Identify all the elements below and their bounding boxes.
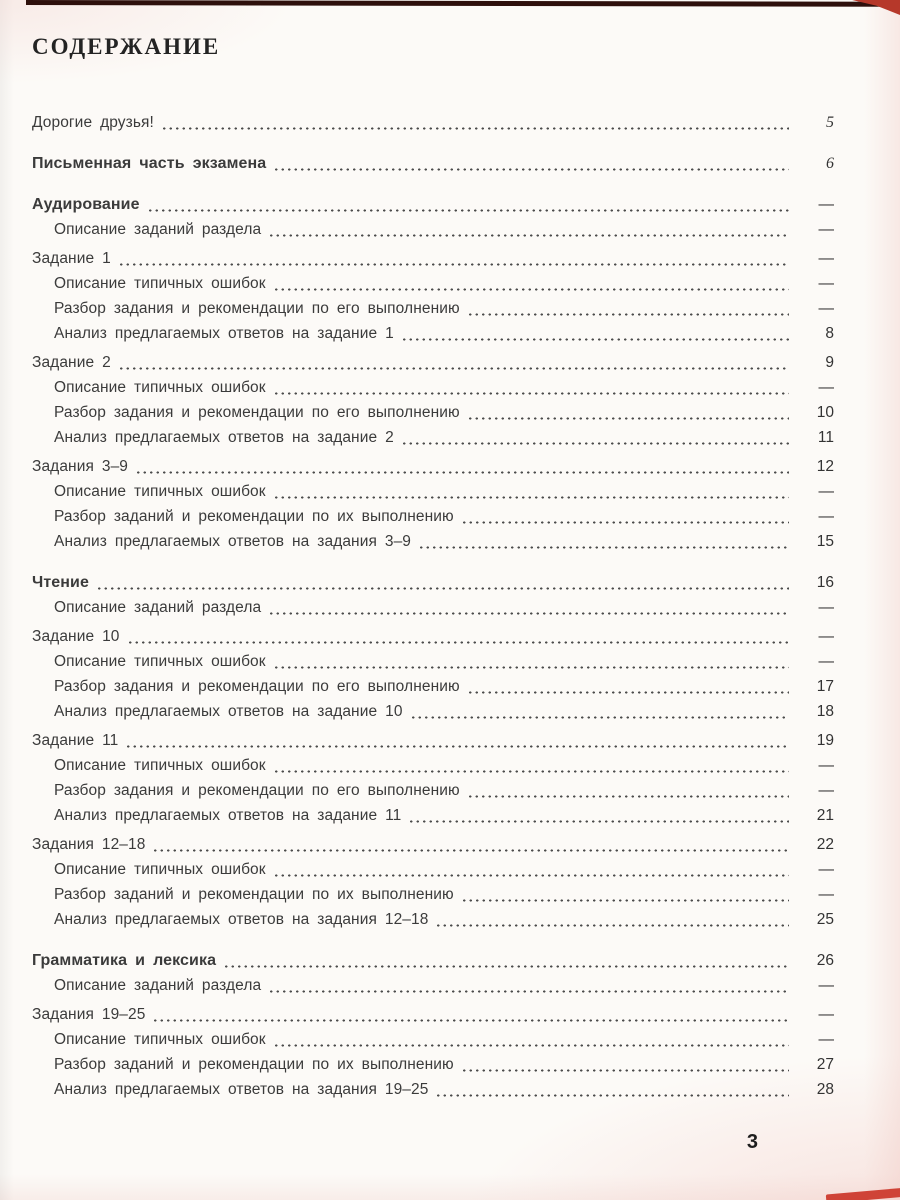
toc-leader-dots [460, 296, 798, 321]
toc-entry-label: Анализ предлагаемых ответов на задание 10 [54, 703, 403, 720]
scan-top-edge [26, 0, 900, 7]
toc-entry [32, 624, 834, 649]
toc-leader-dots [266, 151, 798, 176]
toc-leader-dots [460, 400, 798, 425]
toc-leader-dots [266, 479, 798, 504]
toc-entry-label: Описание заданий раздела [54, 977, 262, 994]
toc-entry-page: — [818, 196, 834, 213]
toc-entry-label: Описание заданий раздела [54, 599, 262, 616]
toc-entry [32, 271, 834, 296]
toc-entry [32, 728, 834, 753]
toc-entry [32, 882, 834, 907]
toc-entry [32, 973, 834, 998]
toc-entry-page: 10 [816, 404, 834, 421]
toc-leader-dots [454, 882, 798, 907]
toc-entry-label: Анализ предлагаемых ответов на задание 11 [54, 807, 402, 824]
toc-leader-dots [145, 1002, 798, 1027]
toc-entry-label: Задания 19–25 [32, 1006, 146, 1023]
toc-entry-page: 12 [816, 458, 834, 475]
toc-entry-page: 19 [816, 732, 834, 749]
toc-entry [32, 296, 834, 321]
page-number: 3 [746, 1131, 758, 1153]
toc-entry-label: Описание типичных ошибок [54, 275, 266, 292]
toc-entry [32, 857, 834, 882]
toc-entry-label: Разбор заданий и рекомендации по их выполнению [54, 1056, 454, 1073]
toc-entry-page: — [818, 861, 834, 878]
toc-entry-page: 22 [816, 836, 834, 853]
toc-entry-label: Анализ предлагаемых ответов на задания 12–18 [54, 911, 429, 928]
toc-entry-page: 27 [816, 1056, 834, 1073]
toc-entry [32, 350, 834, 375]
toc-leader-dots [403, 699, 798, 724]
page-title: СОДЕРЖАНИЕ [32, 34, 221, 59]
toc-entry [32, 803, 834, 828]
toc-entry-page: — [818, 250, 834, 267]
toc-entry [32, 504, 834, 529]
toc-entry-page: 16 [816, 574, 834, 591]
toc-entry-page: 26 [816, 952, 834, 969]
toc-entry-label: Задания 12–18 [32, 836, 146, 853]
toc-entry-label: Анализ предлагаемых ответов на задания 19–25 [54, 1081, 429, 1098]
toc-entry-label: Задание 10 [32, 628, 120, 645]
toc-entry [32, 832, 834, 857]
toc-entry-label: Анализ предлагаемых ответов на задание 2 [54, 429, 394, 446]
toc-entry [32, 246, 834, 271]
toc-entry-page: 25 [816, 911, 834, 928]
toc-entry-page: — [818, 1031, 834, 1048]
toc-entry-page: — [818, 221, 834, 238]
toc-entry-page: — [818, 782, 834, 799]
toc-entry-label: Описание типичных ошибок [54, 379, 266, 396]
toc-entry [32, 529, 834, 554]
toc-entry-page: 6 [826, 155, 834, 172]
toc-leader-dots [128, 454, 798, 479]
toc-entry-label: Разбор задания и рекомендации по его выполнению [54, 678, 460, 695]
toc-entry-label: Анализ предлагаемых ответов на задания 3–9 [54, 533, 412, 550]
toc-entry-page: 5 [826, 114, 834, 131]
toc-entry [32, 699, 834, 724]
toc-leader-dots [266, 271, 798, 296]
toc-entry-label: Описание заданий раздела [54, 221, 262, 238]
toc-leader-dots [266, 753, 798, 778]
toc-entry-page: — [818, 508, 834, 525]
toc-leader-dots [154, 110, 798, 135]
toc-leader-dots [454, 504, 798, 529]
toc-leader-dots [266, 857, 798, 882]
toc-entry [32, 425, 834, 450]
toc-leader-dots [266, 375, 798, 400]
toc-entry-page: 28 [816, 1081, 834, 1098]
toc-leader-dots [394, 425, 798, 450]
toc-entry-label: Разбор заданий и рекомендации по их выполнению [54, 508, 454, 525]
toc-entry-page: — [818, 886, 834, 903]
toc-entry [32, 1077, 834, 1102]
toc-entry-label: Задания 3–9 [32, 458, 129, 475]
toc-entry-label: Письменная часть экзамена [32, 155, 267, 172]
scan-bottom-mark [826, 1187, 900, 1200]
toc-entry-page: — [818, 483, 834, 500]
toc-leader-dots [140, 192, 798, 217]
toc-entry-page: — [818, 977, 834, 994]
toc-entry-page: — [818, 300, 834, 317]
toc-entry-page: 15 [816, 533, 834, 550]
toc-leader-dots [460, 674, 798, 699]
toc-leader-dots [394, 321, 798, 346]
toc-leader-dots [111, 246, 798, 271]
toc-entry-label: Разбор заданий и рекомендации по их выполнению [54, 886, 454, 903]
toc-entry-label: Разбор задания и рекомендации по его выполнению [54, 300, 460, 317]
toc-entry-label: Задание 2 [32, 354, 111, 371]
toc-entry [32, 1052, 834, 1077]
toc-leader-dots [401, 803, 798, 828]
toc-entry-page: — [818, 757, 834, 774]
toc-leader-dots [460, 778, 798, 803]
toc-entry-page: — [818, 653, 834, 670]
toc-entry-page: — [818, 1006, 834, 1023]
toc-entry [32, 479, 834, 504]
toc-entry [32, 1002, 834, 1027]
toc-entry-label: Разбор задания и рекомендации по его выполнению [54, 782, 460, 799]
toc-entry [32, 110, 834, 135]
toc-leader-dots [145, 832, 798, 857]
toc-leader-dots [111, 350, 798, 375]
toc-entry-page: 11 [817, 429, 834, 446]
toc-entry-page: 9 [825, 354, 834, 371]
toc-entry-label: Описание типичных ошибок [54, 653, 266, 670]
toc-entry [32, 753, 834, 778]
toc-entry [32, 400, 834, 425]
toc-leader-dots [261, 217, 798, 242]
toc-leader-dots [89, 570, 798, 595]
toc-leader-dots [266, 1027, 798, 1052]
toc-entry-label: Чтение [32, 574, 89, 591]
toc-entry [32, 217, 834, 242]
toc-entry [32, 1027, 834, 1052]
toc-entry [32, 151, 834, 176]
toc-leader-dots [411, 529, 798, 554]
toc-entry-page: 8 [825, 325, 834, 342]
toc-entry [32, 375, 834, 400]
toc-entry-label: Анализ предлагаемых ответов на задание 1 [54, 325, 394, 342]
toc-entry [32, 595, 834, 620]
toc-entry-page: 21 [816, 807, 834, 824]
toc-entry [32, 192, 834, 217]
toc-entry-label: Задание 1 [32, 250, 111, 267]
toc-leader-dots [266, 649, 798, 674]
toc-leader-dots [454, 1052, 798, 1077]
toc-leader-dots [261, 595, 798, 620]
toc-entry-label: Описание типичных ошибок [54, 861, 266, 878]
toc-entry [32, 649, 834, 674]
toc-entry-page: — [818, 275, 834, 292]
toc-entry-page: — [818, 379, 834, 396]
toc-entry-page: 18 [816, 703, 834, 720]
toc-entry [32, 948, 834, 973]
toc-entry-label: Дорогие друзья! [32, 114, 154, 131]
toc-entry-label: Описание типичных ошибок [54, 1031, 266, 1048]
toc-entry-label: Задание 11 [32, 732, 119, 749]
toc-entry [32, 454, 834, 479]
toc-leader-dots [261, 973, 798, 998]
toc-entry-page: — [818, 599, 834, 616]
toc-entry-label: Грамматика и лексика [32, 952, 217, 969]
toc-leader-dots [428, 1077, 798, 1102]
toc-entry [32, 570, 834, 595]
toc-entry [32, 674, 834, 699]
toc-entry-label: Аудирование [32, 196, 140, 213]
toc-entry [32, 778, 834, 803]
toc-entry-label: Описание типичных ошибок [54, 483, 266, 500]
toc-leader-dots [216, 948, 798, 973]
toc-leader-dots [118, 728, 798, 753]
toc-entry-label: Описание типичных ошибок [54, 757, 266, 774]
toc-entry-page: 17 [816, 678, 834, 695]
toc-entry-page: — [818, 628, 834, 645]
toc-list [32, 110, 834, 1102]
toc-entry [32, 321, 834, 346]
toc-entry [32, 907, 834, 932]
toc-leader-dots [120, 624, 798, 649]
toc-leader-dots [428, 907, 798, 932]
toc-entry-label: Разбор задания и рекомендации по его выполнению [54, 404, 460, 421]
